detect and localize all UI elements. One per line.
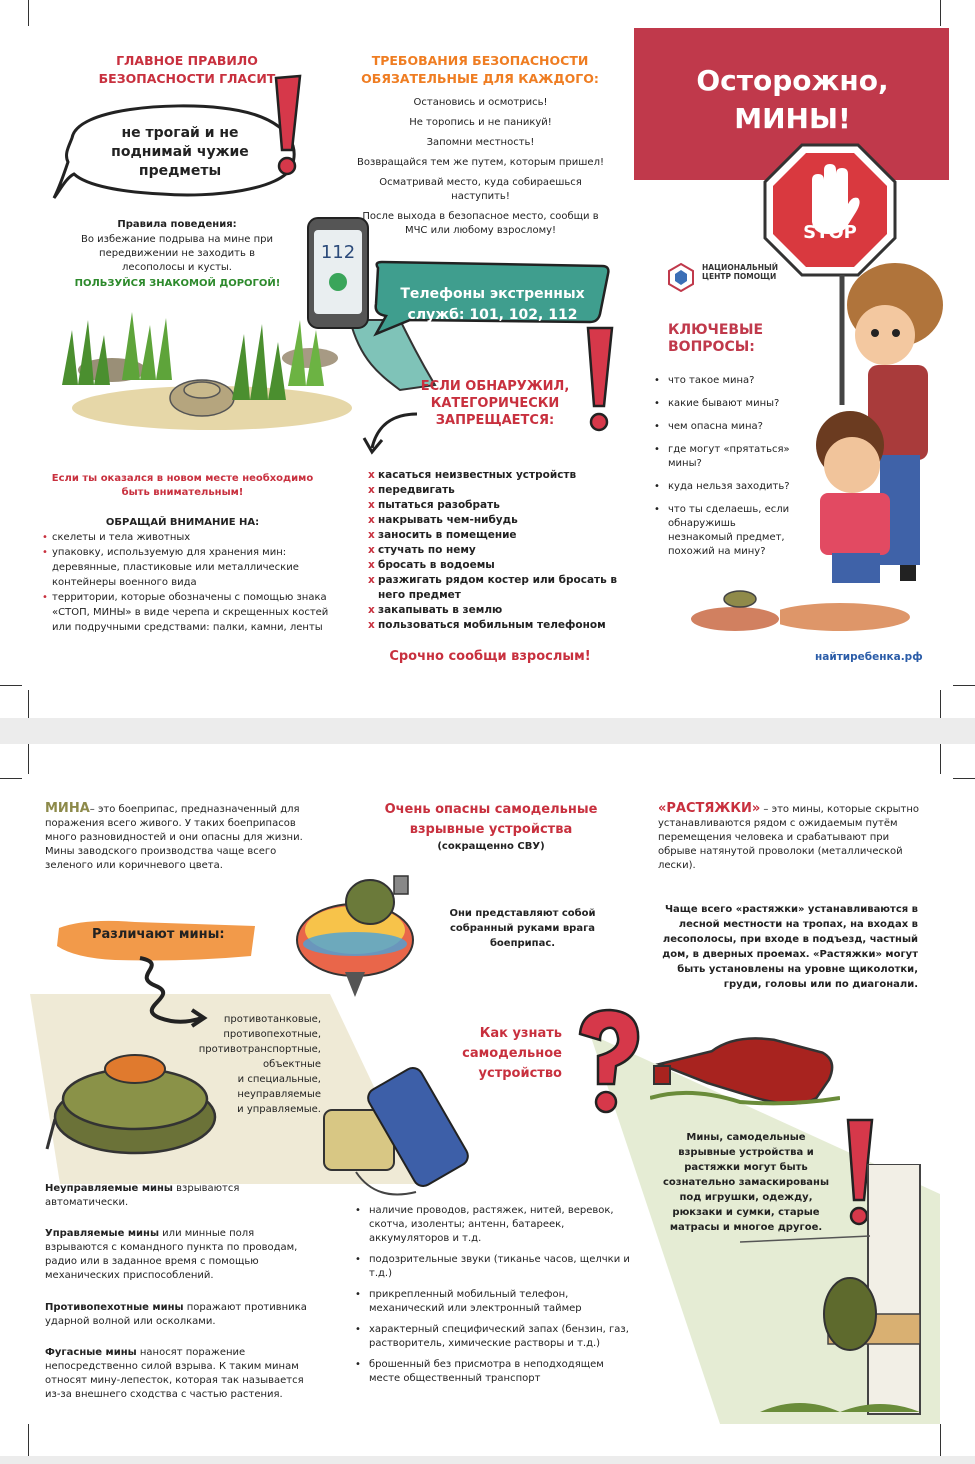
def-text: наносят поражение непосредственно силой взрыва. К таким минам относят мину-лепесток, которая так называется из-за внешнего сходства с частью растения.: [45, 1347, 304, 1400]
crop-mark: [953, 685, 975, 686]
phone-screen-number: 112: [320, 242, 356, 263]
def-text: или минные поля взрываются с командного пункта по проводам, радио или в заданное время с помощью механических приспособлений.: [45, 1228, 298, 1281]
sign-item: • характерный специфический запах (бензин, газ, растворитель, химические растворы и т.д.): [355, 1323, 630, 1351]
crop-mark: [28, 744, 29, 774]
def-term: Неуправляемые мины: [45, 1183, 173, 1194]
prohibited-item: x заносить в помещение: [368, 528, 618, 543]
sign-item: • наличие проводов, растяжек, нитей, веревок, скотча, изоленты; антенн, батареек, аккумуляторов и т.д.: [355, 1204, 630, 1246]
def-term: Управляемые мины: [45, 1228, 159, 1239]
children-illustration: [780, 255, 945, 640]
prohibited-item: x стучать по нему: [368, 543, 618, 558]
def-uncontrolled: [45, 1182, 315, 1210]
exclamation-icon: [578, 322, 618, 437]
urgent-text: Срочно сообщи взрослым!: [389, 649, 591, 664]
rule-heading: ГЛАВНОЕ ПРАВИЛО БЕЗОПАСНОСТИ ГЛАСИТ: [98, 53, 276, 86]
prohibited-item: x пытаться разобрать: [368, 498, 618, 513]
requirements-list: [348, 96, 613, 244]
behavior-accent: ПОЛЬЗУЙСЯ ЗНАКОМОЙ ДОРОГОЙ!: [74, 278, 281, 289]
key-questions-list: [654, 374, 799, 567]
crop-mark: [940, 1424, 941, 1456]
crop-mark: [940, 0, 941, 26]
mine-type: противопехотные,: [223, 1029, 321, 1040]
antitank-mine-illustration: [45, 1039, 225, 1159]
ied-device-illustration: [316, 1062, 506, 1202]
def-controlled: [45, 1227, 315, 1283]
rule-text: не трогай и не поднимай чужие предметы: [111, 125, 249, 179]
attention-item: • территории, которые обозначены с помощью знака «СТОП, МИНЫ» в виде черепа и скрещенных костей или подручными средствами: палки, камни, ленты: [42, 590, 332, 635]
mina-definition: [45, 802, 310, 873]
tripwire-definition: [658, 802, 920, 873]
attention-intro: Если ты оказался в новом месте необходимо быть внимательным!: [51, 473, 314, 498]
crop-mark: [940, 744, 941, 774]
title-banner-text: Осторожно, МИНЫ!: [696, 64, 889, 135]
prohibited-heading: ЕСЛИ ОБНАРУЖИЛ, КАТЕГОРИЧЕСКИ ЗАПРЕЩАЕТСЯ:: [420, 379, 570, 428]
tripwire-definition-text: – это мины, которые скрытно устанавливаются рядом с ожидаемым путём перемещения человека и срабатывают при обрыве натянутой проволоки (металлической лески).: [658, 804, 919, 871]
mine-type: и управляемые.: [237, 1104, 321, 1115]
how-heading: Как узнать самодельное устройство: [462, 1026, 562, 1081]
logo-line: НАЦИОНАЛЬНЫЙ: [702, 263, 779, 272]
phones-text: Телефоны экстренных служб: 101, 102, 112: [400, 286, 585, 323]
sign-item: • брошенный без присмотра в неподходящем месте общественный транспорт: [355, 1358, 630, 1386]
sign-item: • прикрепленный мобильный телефон, механический или электронный таймер: [355, 1288, 630, 1316]
exclamation-icon: [268, 72, 308, 182]
logo-line: ЦЕНТР ПОМОЩИ: [702, 272, 777, 281]
leaves-mine-illustration: [690, 585, 780, 635]
attention-list: [42, 530, 332, 635]
def-antipersonnel: [45, 1301, 315, 1329]
requirement-item: Возвращайся тем же путем, которым пришел!: [357, 157, 604, 168]
prohibited-item: x закапывать в землю: [368, 603, 618, 618]
crop-mark: [28, 1424, 29, 1456]
prohibited-item: x передвигать: [368, 483, 618, 498]
def-term: Фугасные мины: [45, 1347, 137, 1358]
mine-type: неуправляемые: [237, 1089, 321, 1100]
requirement-item: После выхода в безопасное место, сообщи в МЧС или любому взрослому!: [362, 211, 599, 236]
ied-abbr: (сокращенно СВУ): [437, 841, 545, 852]
bottle-illustration: [650, 1006, 840, 1106]
key-question-item: • что ты сделаешь, если обнаружишь незнакомый предмет, похожий на мину?: [654, 503, 799, 559]
mine-type: противотанковые,: [223, 1014, 321, 1025]
def-term: Противопехотные мины: [45, 1302, 184, 1313]
key-question-item: • что такое мина?: [654, 374, 799, 388]
ied-heading: Очень опасны самодельные взрывные устройства: [384, 802, 598, 837]
ncp-logo-icon: [666, 262, 696, 292]
requirement-item: Запомни местность!: [426, 137, 535, 148]
def-text: поражают противника ударной волной или осколками.: [45, 1302, 307, 1327]
attention-item: • скелеты и тела животных: [42, 530, 332, 545]
attention-item: • упаковку, используемую для хранения мин: деревянные, пластиковые или металлические контейнеры военного вида: [42, 545, 332, 590]
ied-text: Они представляют собой собранный руками врага боеприпас.: [449, 908, 596, 949]
inner-panel: [0, 744, 975, 1456]
mine-type: и специальные,: [237, 1074, 321, 1085]
toy-top-illustration: [290, 872, 430, 1002]
signs-list: [355, 1204, 630, 1394]
requirement-item: Остановись и осмотрись!: [413, 97, 548, 108]
prohibited-list: [368, 468, 618, 633]
mina-definition-text: – это боеприпас, предназначенный для поражения всего живого. У таких боеприпасов много разновидностей и они опасны для жизни. Мины заводского производства чаще всего зеленого или коричневого цвета.: [45, 804, 303, 871]
tripwire-where: Чаще всего «растяжки» устанавливаются в лесной местности на тропах, на входах в лесополосы, при входе в подъезд, частный дом, в дверных проемах. «Растяжки» могут быть установлены на уровне щиколотки, груди, головы или по диагонали.: [662, 904, 918, 990]
types-label: Различают мины:: [92, 927, 225, 942]
mine-type: объектные: [263, 1059, 321, 1070]
requirements-heading: ТРЕБОВАНИЯ БЕЗОПАСНОСТИ ОБЯЗАТЕЛЬНЫЕ ДЛЯ КАЖДОГО:: [361, 53, 599, 86]
tripwire-tree-illustration: [740, 1164, 940, 1419]
prohibited-item: x касаться неизвестных устройств: [368, 468, 618, 483]
key-question-item: • куда нельзя заходить?: [654, 480, 799, 494]
requirement-item: Не торопись и не паникуй!: [409, 117, 552, 128]
key-question-item: • где могут «прятаться» мины?: [654, 443, 799, 471]
prohibited-item: x разжигать рядом костер или бросать в него предмет: [368, 573, 618, 603]
outer-panel: [0, 0, 975, 718]
crop-mark: [0, 685, 22, 686]
crop-mark: [28, 690, 29, 718]
sign-item: • подозрительные звуки (тиканье часов, щелчки и т.д.): [355, 1253, 630, 1281]
key-question-item: • чем опасна мина?: [654, 420, 799, 434]
stop-sign-text: STOP: [803, 222, 857, 243]
crop-mark: [940, 690, 941, 718]
def-high-explosive: [45, 1346, 320, 1402]
crop-mark: [0, 778, 22, 779]
curved-arrow-icon: [362, 408, 422, 458]
logo-text: [702, 263, 792, 281]
key-questions-heading: КЛЮЧЕВЫЕ ВОПРОСЫ:: [668, 322, 764, 355]
requirement-item: Осматривай место, куда собираешься наступить!: [379, 177, 582, 202]
prohibited-item: x накрывать чем-нибудь: [368, 513, 618, 528]
def-text: взрываются автоматически.: [45, 1183, 240, 1208]
site-link[interactable]: найтиребенка.рф: [815, 651, 923, 663]
mine-type: противотранспортные,: [198, 1044, 321, 1055]
prohibited-item: x бросать в водоемы: [368, 558, 618, 573]
crop-mark: [28, 0, 29, 26]
mina-word: МИНА: [45, 801, 90, 816]
crop-mark: [953, 778, 975, 779]
prohibited-item: x пользоваться мобильным телефоном: [368, 618, 618, 633]
attention-heading: ОБРАЩАЙ ВНИМАНИЕ НА:: [105, 517, 260, 528]
disguise-text: Мины, самодельные взрывные устройства и растяжки могут быть сознательно замаскированы под игрушки, одежду, рюкзаки и сумки, старые матрасы и многое другое.: [662, 1132, 829, 1233]
tripwire-word: «РАСТЯЖКИ»: [658, 801, 761, 816]
behavior-text: Во избежание подрыва на мине при передвижении не заходить в лесополосы и кусты.: [81, 234, 273, 273]
question-mark-icon: [568, 1004, 648, 1124]
behavior-title: Правила поведения:: [117, 219, 237, 230]
key-question-item: • какие бывают мины?: [654, 397, 799, 411]
